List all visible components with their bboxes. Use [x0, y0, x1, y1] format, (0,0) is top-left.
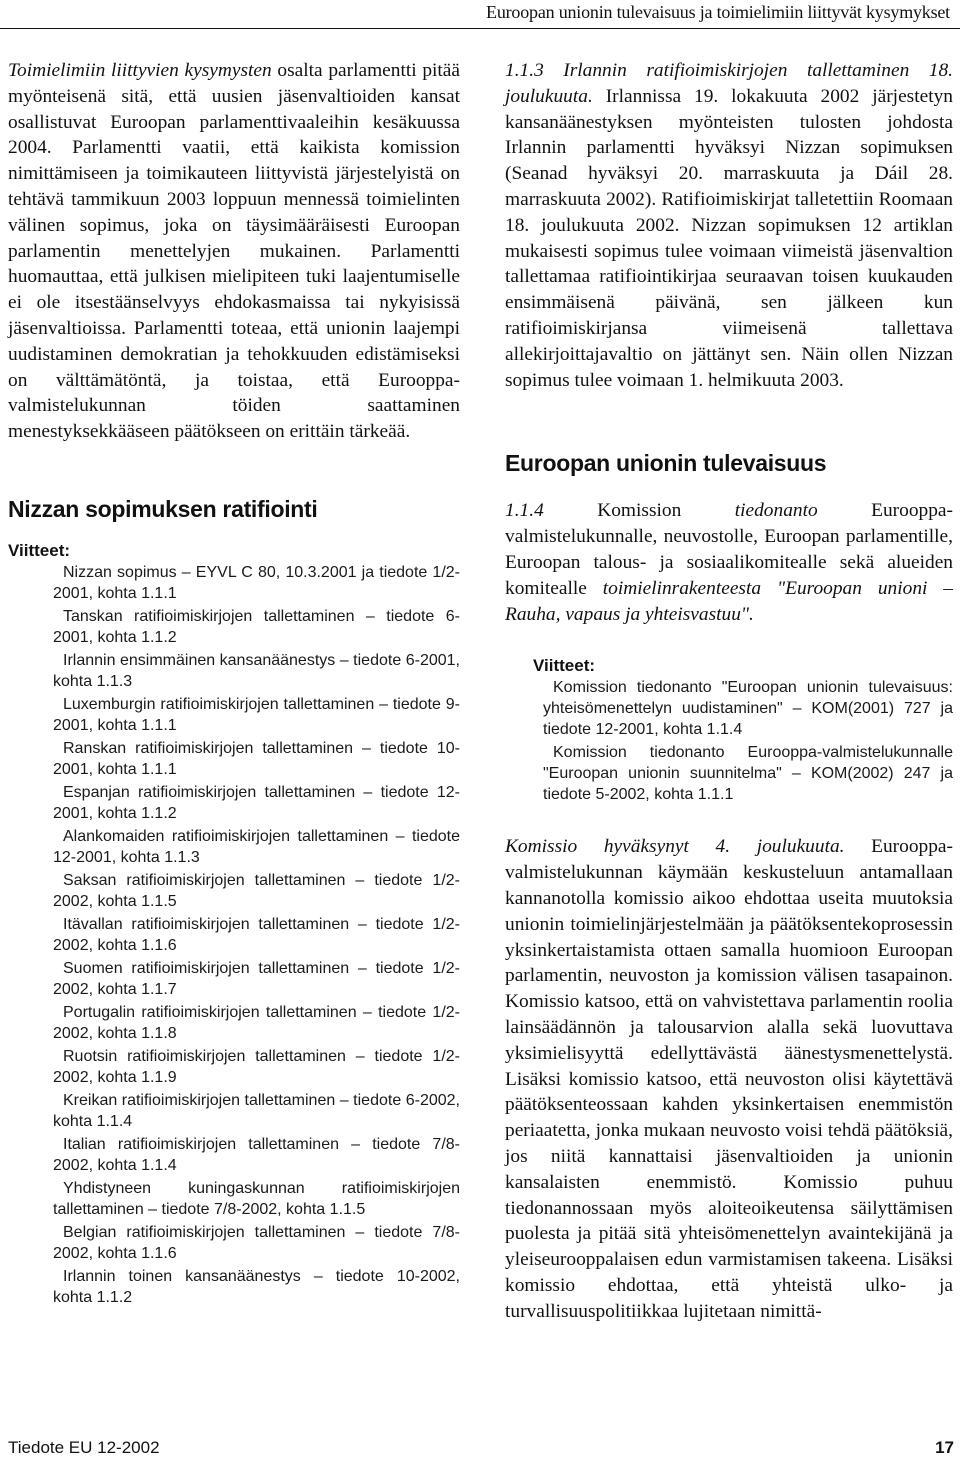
- reference-item: Portugalin ratifioimiskirjojen tallettaminen – tiedote 1/2-2002, kohta 1.1.8: [53, 1003, 460, 1042]
- section-heading-nice-ratification: Nizzan sopimuksen ratifiointi: [8, 495, 318, 522]
- right-column: [505, 58, 953, 1324]
- section-heading-eu-future: Euroopan unionin tulevaisuus: [505, 450, 827, 477]
- running-head: [0, 0, 960, 30]
- references-list-right: [505, 677, 953, 805]
- reference-item: Kreikan ratifioimiskirjojen tallettaminen – tiedote 6-2002, kohta 1.1.4: [53, 1091, 460, 1130]
- reference-item: Nizzan sopimus – EYVL C 80, 10.3.2001 ja tiedote 1/2-2001, kohta 1.1.1: [53, 563, 460, 602]
- reference-item: Ranskan ratifioimiskirjojen tallettaminen – tiedote 10-2001, kohta 1.1.1: [53, 739, 460, 778]
- reference-item: Yhdistyneen kuningaskunnan ratifioimiskirjojen tallettaminen – tiedote 7/8-2002, kohta 1.1.5: [53, 1179, 460, 1218]
- reference-item: Komission tiedonanto "Euroopan unionin tulevaisuus: yhteisömenettelyn uudistaminen" – KOM(2001) 727 ja tiedote 12-2001, kohta 1.1.4: [543, 679, 953, 739]
- reference-item: Ruotsin ratifioimiskirjojen tallettaminen – tiedote 1/2-2002, kohta 1.1.9: [53, 1047, 460, 1086]
- reference-item: Saksan ratifioimiskirjojen tallettaminen – tiedote 1/2-2002, kohta 1.1.5: [53, 871, 460, 910]
- intro-italic-lead: Toimielimiin liittyvien kysymysten: [8, 60, 272, 81]
- reference-item: Komission tiedonanto Eurooppa-valmistelukunnalle "Euroopan unionin suunnitelma" – KOM(2002) 247 ja tiedote 5-2002, kohta 1.1.1: [543, 744, 953, 804]
- reference-item: Irlannin ensimmäinen kansanäänestys – tiedote 6-2001, kohta 1.1.3: [53, 651, 460, 690]
- adoption-italic-lead: Komissio hyväksynyt 4. joulukuuta.: [505, 836, 845, 858]
- header-rule: [0, 28, 960, 29]
- adoption-text: Eurooppa-valmistelukunnan käymään keskusteluun antamallaan kannanotolla komissio aikoo ehdottaa useita muutoksia unionin toimielinjärjestelmään ja päätöksentekoprosessin yksinkertaistamista ottaen samalla huomioon Euroopan parlamentin, neuvoston ja komission välisen tasapainon. Komissio katsoo, että on vahvistettava parlamentin roolia lainsäädännön ja talousarvion alalla sekä luovuttava yksimielisyyttä edellyttävästä äänestysmenettelystä. Lisäksi komissio katsoo, että neuvoston olisi käytettävä päätöksenteossaan kahden yksinkertaisen enemmistön periaatetta, jonka mukaan neuvosto voisi tehdä päätöksiä, jos niitä kannattaisi jäsenvaltioiden ja unionin kansalaisten enemmistö. Komissio puhuu tiedonannossaan myös aloiteoikeutensa säilyttämisen puolesta ja pitää sitä yhteisömenettelyn avaintekijänä ja yleiseurooppalaisen edun varmistamisen takeena. Lisäksi komissio ehdottaa, että yhteistä ulko- ja turvallisuuspolitiikkaa lujitetaan nimittä-: [505, 836, 953, 1322]
- publication-name: Tiedote EU 12-2002: [8, 1438, 160, 1457]
- left-column: [8, 58, 460, 1310]
- adoption-paragraph: [505, 834, 953, 1324]
- item-1-1-4-number: 1.1.4: [505, 500, 544, 522]
- item-1-1-4-text-b: Eurooppa-valmistelukunnalle, neuvostolle, Euroopan parlamentille, Euroopan talous- ja sosiaalikomitealle sekä alueiden komitealle: [505, 500, 953, 599]
- page-number: 17: [935, 1438, 954, 1457]
- references-label-right: Viitteet:: [533, 656, 596, 676]
- item-1-1-4-paragraph: [505, 498, 953, 627]
- item-1-1-4-italic-b: toimielinrakenteesta "Euroopan unioni – Rauha, vapaus ja yhteisvastuu".: [505, 577, 953, 625]
- reference-item: Itävallan ratifioimiskirjojen tallettaminen – tiedote 1/2-2002, kohta 1.1.6: [53, 915, 460, 954]
- reference-item: Alankomaiden ratifioimiskirjojen tallettaminen – tiedote 12-2001, kohta 1.1.3: [53, 827, 460, 866]
- item-1-1-3-heading: 1.1.3 Irlannin ratifioimiskirjojen tallettaminen 18. joulukuuta.: [505, 60, 953, 107]
- references-label: Viitteet:: [8, 540, 71, 560]
- intro-paragraph: [8, 58, 460, 445]
- references-list: [8, 562, 460, 1308]
- item-1-1-3-text: Irlannissa 19. lokakuuta 2002 järjestetyn kansanäänestyksen myönteisten tulosten johdosta Irlannin parlamentti hyväksyi Nizzan sopimuksen (Seanad hyväksyi 20. marraskuuta ja Dáil 28. marraskuuta 2002). Ratifioimiskirjat talletettiin Roomaan 18. joulukuuta 2002. Nizzan sopimuksen 12 artiklan mukaisesti sopimus tulee voimaan viimeistä jäsenvaltion tallettamaa ratifiointikirjaa seuraavan toisen kuukauden ensimmäisenä päivänä, sen jälkeen kun ratifioimiskirjansa viimeisenä tallettava allekirjoittajavaltio on jättänyt sen. Näin ollen Nizzan sopimus tulee voimaan 1. helmikuuta 2003.: [505, 85, 953, 391]
- reference-item: Belgian ratifioimiskirjojen tallettaminen – tiedote 7/8-2002, kohta 1.1.6: [53, 1223, 460, 1262]
- reference-item: Tanskan ratifioimiskirjojen tallettaminen – tiedote 6-2001, kohta 1.1.2: [53, 607, 460, 646]
- reference-item: Luxemburgin ratifioimiskirjojen tallettaminen – tiedote 9-2001, kohta 1.1.1: [53, 695, 460, 734]
- reference-item: Italian ratifioimiskirjojen tallettaminen – tiedote 7/8-2002, kohta 1.1.4: [53, 1135, 460, 1174]
- reference-item: Suomen ratifioimiskirjojen tallettaminen – tiedote 1/2-2002, kohta 1.1.7: [53, 959, 460, 998]
- page-footer: [0, 1438, 960, 1462]
- reference-item: Espanjan ratifioimiskirjojen tallettaminen – tiedote 12-2001, kohta 1.1.2: [53, 783, 460, 822]
- intro-text: osalta parlamentti pitää myönteisenä sitä, että uusien jäsenvaltioiden kansat osallistuvat Euroopan parlamenttivaaleihin kesäkuussa 2004. Parlamentti vaatii, että kaikista komission nimittämiseen ja toimikauteen liittyvistä järjestelyistä on tehtävä tammikuun 2003 loppuun mennessä toimielinten välinen sopimus, joka on täysimääräisesti Euroopan parlamentin menettelyjen mukainen. Parlamentti huomauttaa, että julkisen mielipiteen tuki laajentumiselle ei ole itsestäänselvyys ehdokasmaissa tai nykyisissä jäsenvaltioissa. Parlamentti toteaa, että unionin laajempi uudistaminen demokratian ja tehokkuuden edistämiseksi on välttämätöntä, ja toistaa, että Eurooppa-valmistelukunnan töiden saattaminen menestyksekkääseen päätökseen on erittäin tärkeää.: [8, 60, 460, 443]
- reference-item: Irlannin toinen kansanäänestys – tiedote 10-2002, kohta 1.1.2: [53, 1267, 460, 1306]
- running-head-title: Euroopan unionin tulevaisuus ja toimielimiin liittyvät kysymykset: [486, 2, 950, 22]
- item-1-1-4-italic-a: tiedonanto: [734, 500, 818, 522]
- item-1-1-4-text-a: Komission: [543, 500, 735, 522]
- item-1-1-3-paragraph: [505, 58, 953, 393]
